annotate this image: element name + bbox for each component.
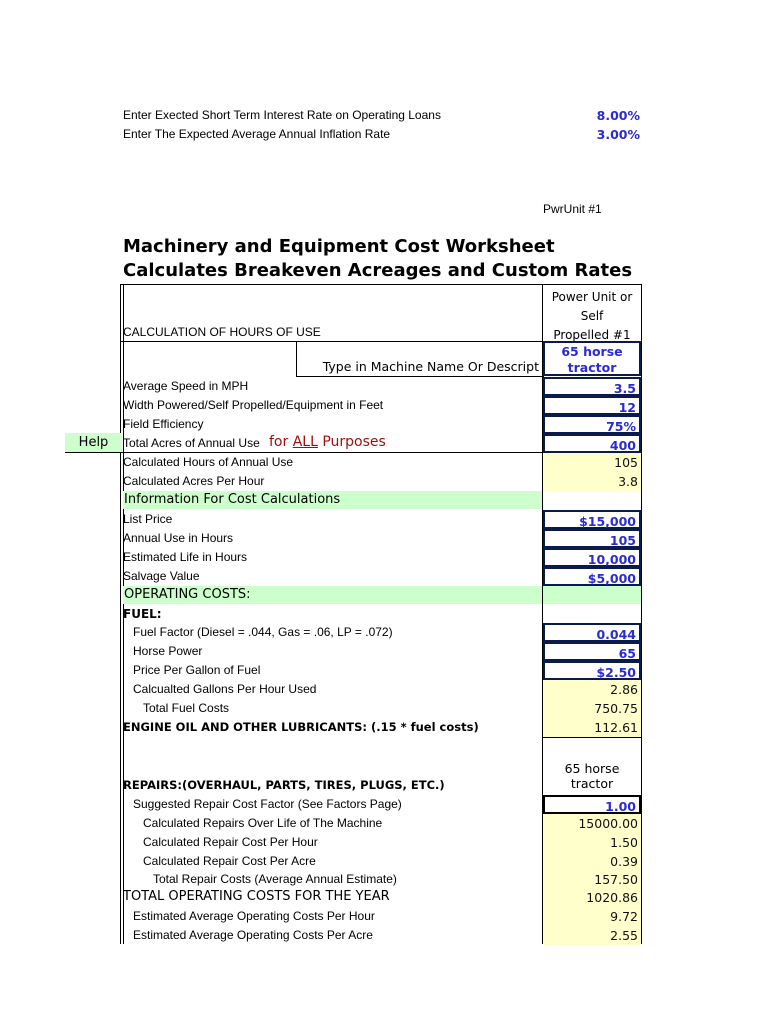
section-hours-of-use: CALCULATION OF HOURS OF USE [123, 325, 321, 339]
gallons-per-hour-label: Calcualted Gallons Per Hour Used [133, 682, 317, 696]
fuel-price-input[interactable]: $2.50 [543, 661, 641, 680]
total-repair-label: Total Repair Costs (Average Annual Estimate) [153, 872, 397, 886]
all-purposes-all: ALL [292, 434, 318, 450]
total-acres-input[interactable]: 400 [543, 434, 641, 453]
machine-name-input[interactable] [543, 341, 641, 376]
column-header [543, 288, 641, 345]
repair-factor-label: Suggested Repair Cost Factor (See Factors Page) [133, 797, 402, 811]
acres-per-hour-value: 3.8 [543, 472, 641, 491]
total-repair-value: 157.50 [543, 870, 641, 889]
repair-factor-input[interactable]: 1.00 [543, 795, 641, 814]
power-unit-label: PwrUnit #1 [543, 202, 602, 216]
machine-name-line2: tractor [567, 360, 617, 375]
avg-per-hour-value: 9.72 [543, 907, 641, 926]
list-price-input[interactable]: $15,000 [543, 510, 641, 529]
salvage-value-label: Salvage Value [123, 569, 200, 583]
repair-per-acre-value: 0.39 [543, 852, 641, 871]
fuel-factor-label: Fuel Factor (Diesel = .044, Gas = .06, LP = .072) [133, 625, 393, 639]
list-price-label: List Price [123, 512, 173, 526]
all-purposes-pre: for [269, 434, 293, 450]
worksheet-title: Machinery and Equipment Cost Worksheet [123, 236, 555, 257]
avg-per-acre-label: Estimated Average Operating Costs Per Acre [133, 928, 373, 942]
repairs-machine-line1: 65 horse [564, 761, 620, 776]
repair-per-hour-label: Calculated Repair Cost Per Hour [143, 835, 318, 849]
average-speed-label: Average Speed in MPH [123, 379, 249, 393]
width-input[interactable]: 12 [543, 396, 641, 415]
machine-name-prompt: Type in Machine Name Or Descript [322, 359, 539, 374]
interest-rate-label: Enter Exected Short Term Interest Rate on Operating Loans [123, 108, 441, 122]
field-efficiency-label: Field Efficiency [123, 417, 204, 431]
gallons-per-hour-value: 2.86 [543, 680, 641, 699]
average-speed-input[interactable]: 3.5 [543, 377, 641, 396]
repair-per-hour-value: 1.50 [543, 833, 641, 852]
repairs-header: REPAIRS:(OVERHAUL, PARTS, TIRES, PLUGS, ETC.) [123, 778, 445, 792]
total-fuel-value: 750.75 [543, 699, 641, 718]
horse-power-label: Horse Power [133, 644, 203, 658]
total-fuel-label: Total Fuel Costs [143, 701, 230, 715]
acres-per-hour-label: Calculated Acres Per Hour [123, 474, 265, 488]
fuel-factor-input[interactable]: 0.044 [543, 623, 641, 642]
annual-use-input[interactable]: 105 [543, 529, 641, 548]
horse-power-input[interactable]: 65 [543, 642, 641, 661]
field-efficiency-input[interactable]: 75% [543, 415, 641, 434]
salvage-value-input[interactable]: $5,000 [543, 567, 641, 586]
calculated-hours-label: Calculated Hours of Annual Use [123, 455, 294, 469]
frame-top [120, 284, 642, 285]
repairs-lifetime-label: Calculated Repairs Over Life of The Machine [143, 816, 383, 830]
estimated-life-input[interactable]: 10,000 [543, 548, 641, 567]
repair-per-acre-label: Calculated Repair Cost Per Acre [143, 854, 316, 868]
total-operating-label: TOTAL OPERATING COSTS FOR THE YEAR [123, 889, 390, 904]
all-purposes-note [269, 434, 386, 450]
machine-name-prompt-box [296, 341, 544, 377]
engine-oil-value: 112.61 [543, 718, 641, 737]
estimated-life-label: Estimated Life in Hours [123, 550, 248, 564]
value-column-right [641, 284, 642, 944]
total-acres-label: Total Acres of Annual Use [123, 436, 260, 450]
avg-per-acre-value: 2.55 [543, 926, 641, 945]
repairs-lifetime-value: 15000.00 [543, 814, 641, 833]
avg-per-hour-label: Estimated Average Operating Costs Per Hour [133, 909, 375, 923]
fuel-header: FUEL: [123, 607, 162, 621]
row-repairs-header [123, 776, 641, 795]
column-header-line2: Self [580, 309, 604, 323]
repairs-machine-line2: tractor [570, 776, 614, 791]
help-button[interactable]: Help [65, 433, 122, 452]
row-fuel-header [123, 605, 641, 624]
all-purposes-post: Purposes [317, 434, 386, 450]
width-label: Width Powered/Self Propelled/Equipment in Feet [123, 398, 384, 412]
annual-use-label: Annual Use in Hours [123, 531, 234, 545]
interest-rate-value[interactable]: 8.00% [596, 108, 640, 123]
column-header-line1: Power Unit or [551, 290, 633, 304]
inflation-rate-label: Enter The Expected Average Annual Inflation Rate [123, 127, 391, 141]
engine-oil-label: ENGINE OIL AND OTHER LUBRICANTS: (.15 * fuel costs) [123, 720, 479, 734]
info-section-title: Information For Cost Calculations [124, 492, 341, 507]
calculated-hours-value: 105 [543, 453, 641, 472]
inflation-rate-value[interactable]: 3.00% [596, 127, 640, 142]
total-operating-value: 1020.86 [543, 888, 641, 907]
operating-section-band-value [543, 586, 641, 604]
fuel-price-label: Price Per Gallon of Fuel [133, 663, 261, 677]
machine-name-line1: 65 horse [561, 344, 623, 359]
repairs-block-top [542, 737, 642, 738]
worksheet-subtitle: Calculates Breakeven Acreages and Custom Rates [123, 260, 633, 281]
column-header-line3: Propelled #1 [553, 328, 631, 342]
operating-costs-title: OPERATING COSTS: [124, 587, 251, 602]
frame-left-outer [120, 284, 121, 944]
